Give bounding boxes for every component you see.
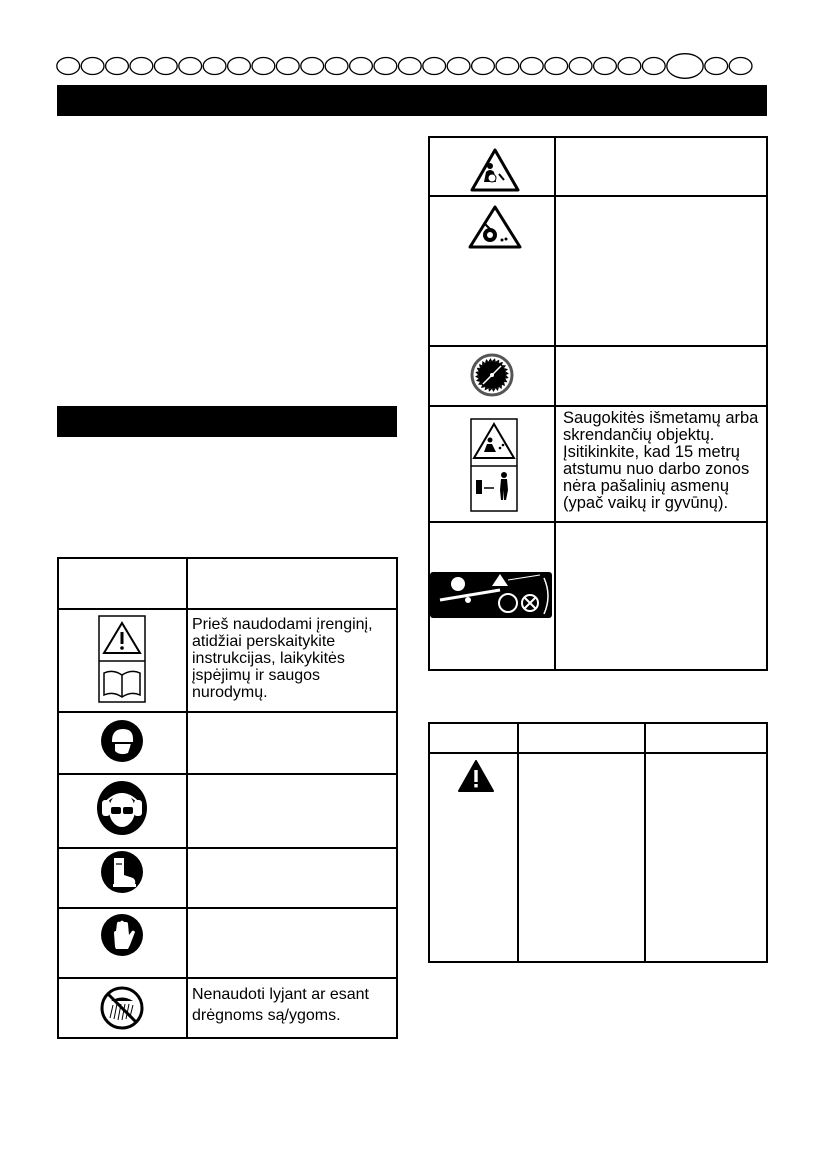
subsection-title-bar [57,406,397,437]
header-oval [325,58,348,75]
header-oval [520,58,543,75]
header-oval [398,58,421,75]
section-title-bar [57,85,767,116]
header-oval [374,58,397,75]
header-oval-highlighted [667,54,703,79]
header-oval [106,58,129,75]
header-oval [276,58,299,75]
header-oval [228,58,251,75]
header-oval [203,58,226,75]
warning-triangle-icon [458,760,494,792]
header-oval [350,58,373,75]
eye-ear-protection-icon [96,780,148,836]
thrown-objects-text: Saugokitės išmetamų arba skrendančių objektų. Įsitikinkite, kad 15 metrų atstumu nuo darbo zonos nėra pašalinių asmenų (ypač vaikų ir gyvūnų). [563,409,759,512]
header-oval [57,58,80,75]
hand-injury-warning-icon [470,148,520,192]
header-oval [179,58,202,75]
header-oval [618,58,641,75]
header-oval [130,58,153,75]
saw-blade-icon [469,352,515,398]
header-oval [569,58,592,75]
head-protection-icon [100,719,144,763]
gloves-icon [100,913,144,957]
header-oval [705,58,728,75]
header-oval [729,58,752,75]
blade-thrust-warning-icon [468,205,522,249]
header-oval [594,58,617,75]
header-oval [545,58,568,75]
header-oval [154,58,177,75]
header-oval [81,58,104,75]
read-manual-warning-icon [98,615,146,703]
header-oval [496,58,519,75]
warning-table [428,722,768,963]
read-manual-text: Prieš naudodami įrenginį, atidžiai perskaitykite instrukcijas, laikykitės įspėjimų ir saugos nurodymų. [192,616,373,701]
safety-boots-icon [100,850,144,894]
no-rain-text: Nenaudoti lyjant ar esant drėgnoms są/ygoms. [192,986,369,1024]
no-rain-icon [99,985,145,1031]
header-oval-strip [56,53,768,79]
header-oval [447,58,470,75]
header-oval [642,58,665,75]
blade-guard-label-icon [430,570,552,620]
thrown-objects-warning-icon [470,418,518,512]
header-oval [301,58,324,75]
header-oval [472,58,495,75]
header-oval [423,58,446,75]
header-oval [252,58,275,75]
